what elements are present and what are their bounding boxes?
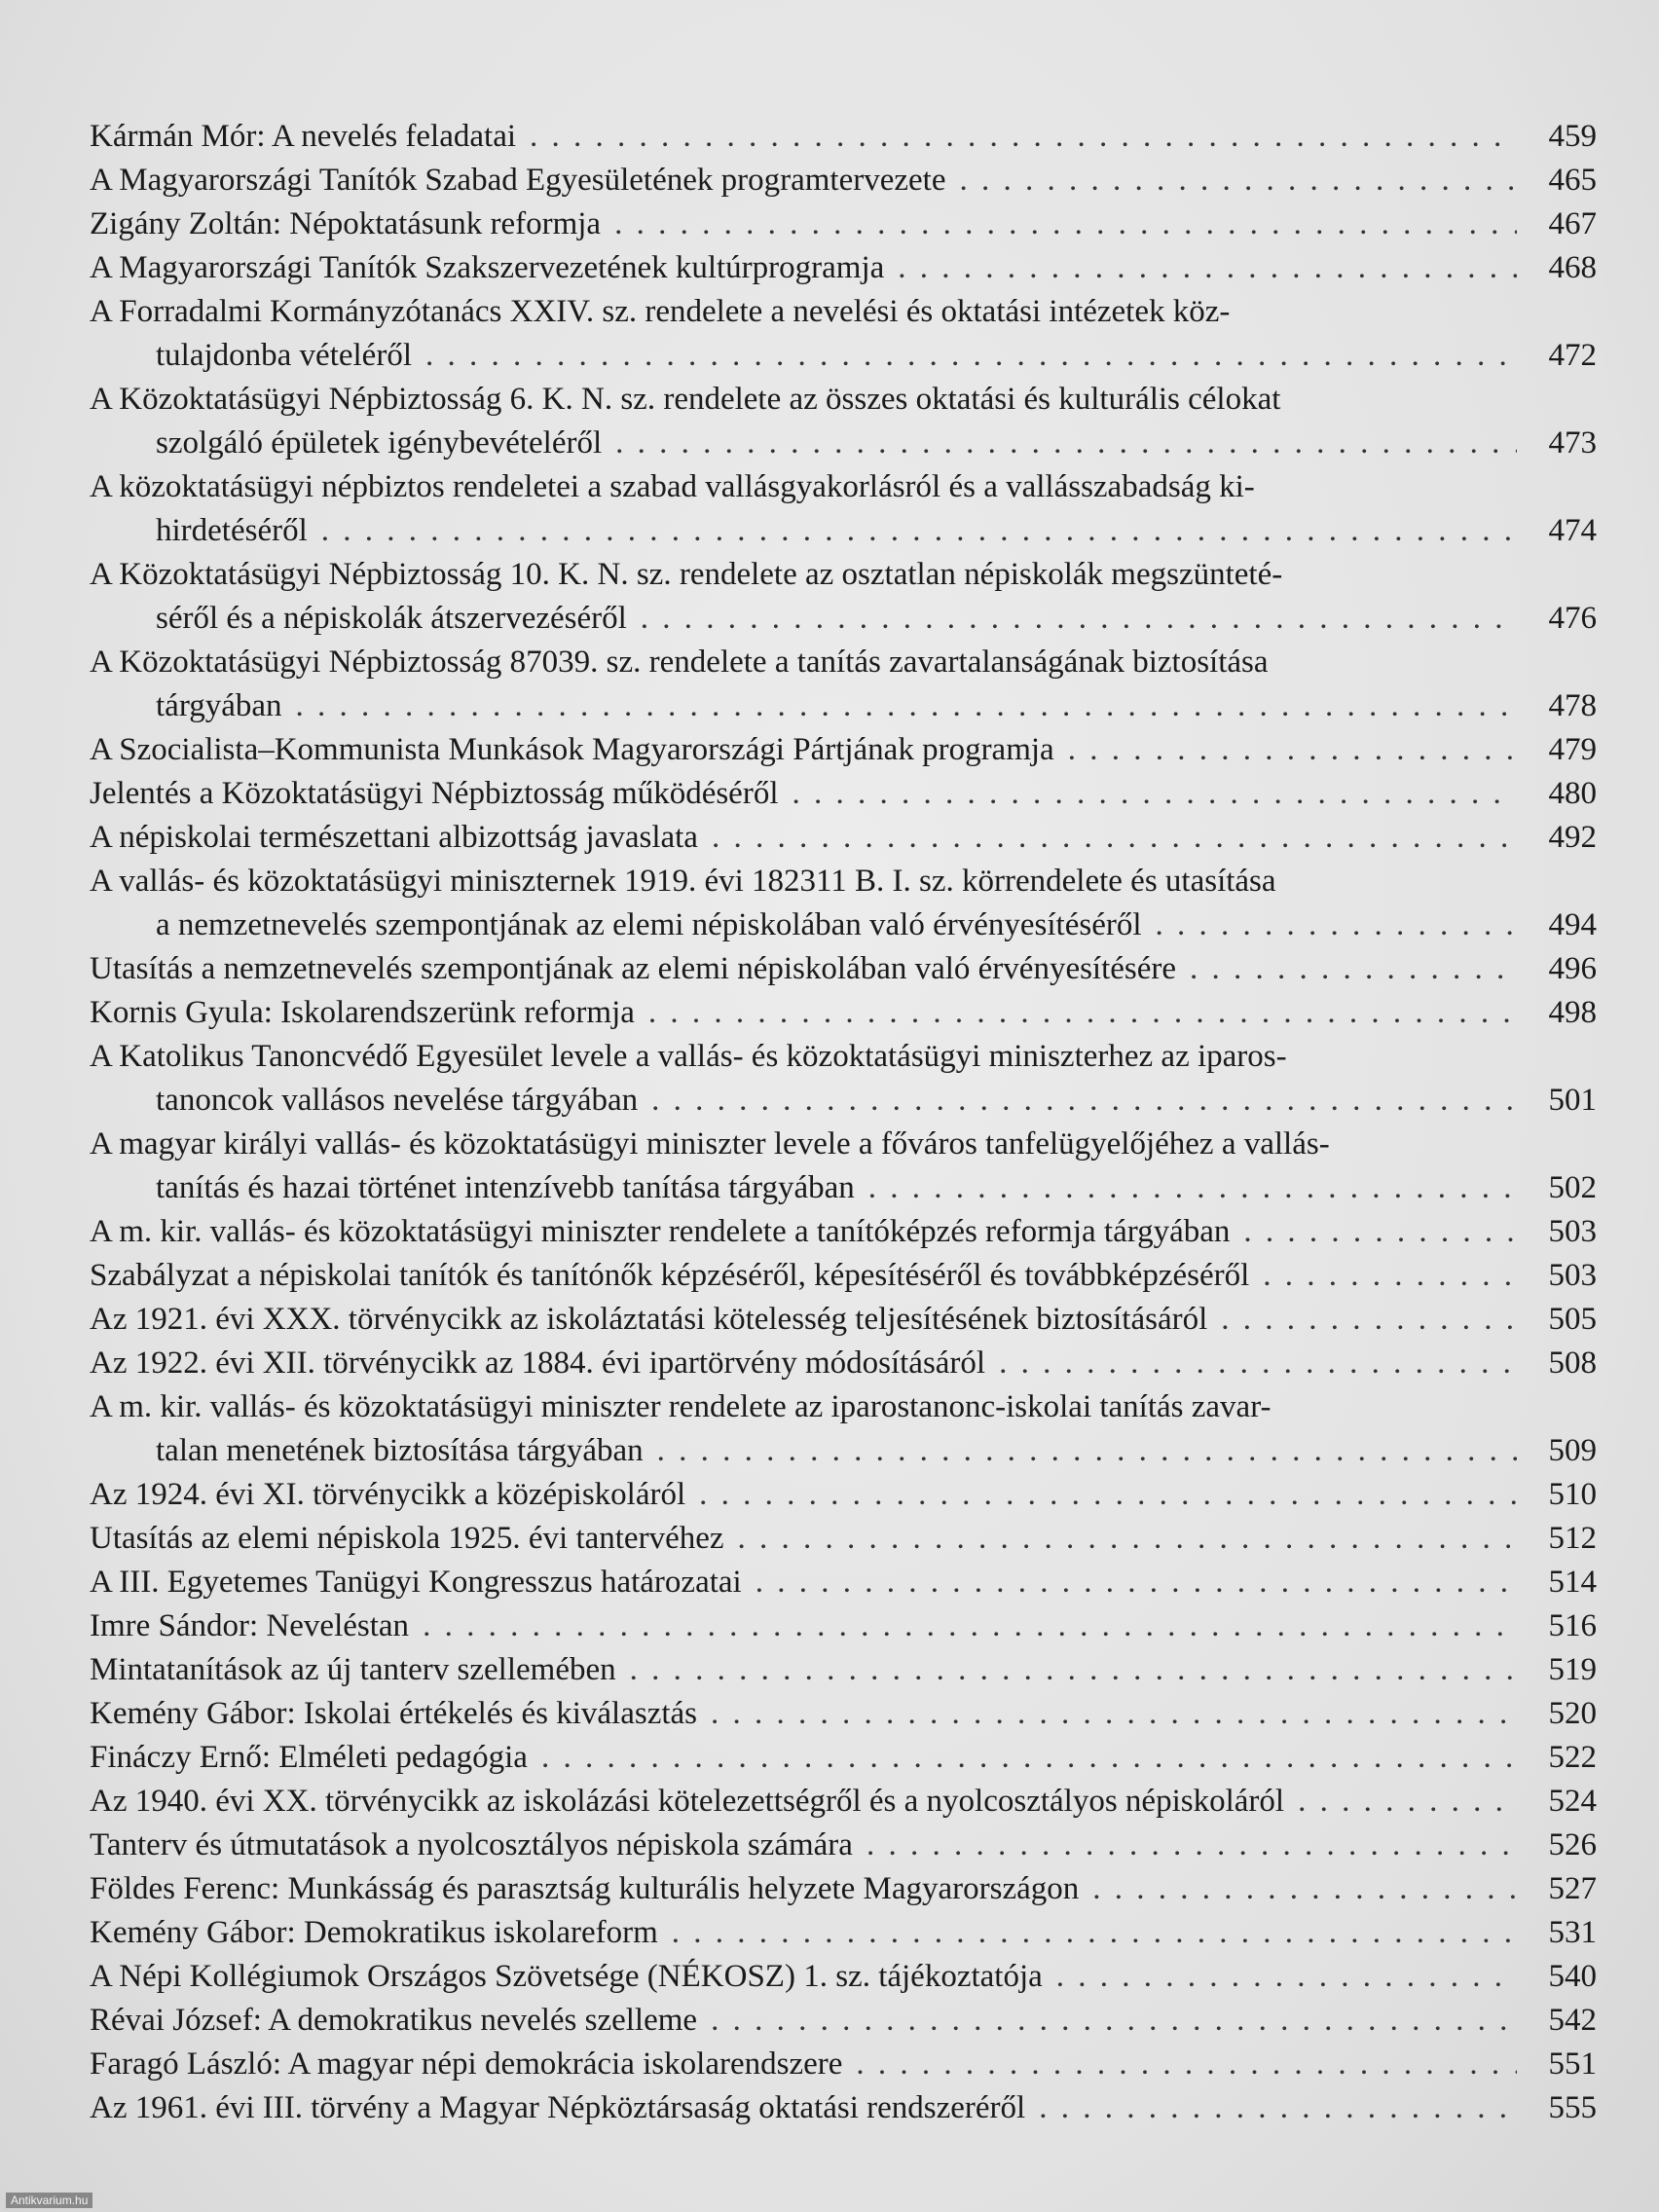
toc-entry-line (90, 860, 1597, 903)
toc-entry-line (90, 641, 1597, 684)
leader-dots (738, 1517, 1517, 1561)
toc-entry (90, 1254, 1597, 1298)
toc-entry (90, 991, 1597, 1035)
toc-entry (90, 203, 1597, 246)
toc-entry-title: A Magyarországi Tanítók Szakszervezetének kultúrprogramja (90, 250, 885, 285)
toc-page-number: 480 (1548, 776, 1597, 811)
toc-entry-line (90, 903, 1597, 947)
toc-entry-line (90, 1867, 1597, 1911)
leader-dots (425, 334, 1517, 378)
toc-entry-line (90, 422, 1597, 465)
toc-entry (90, 641, 1597, 728)
toc-page-number: 512 (1548, 1521, 1597, 1556)
toc-page-number: 472 (1548, 338, 1597, 373)
toc-entry-line (90, 115, 1597, 159)
toc-entry (90, 860, 1597, 947)
toc-entry (90, 1692, 1597, 1736)
toc-page-number: 509 (1548, 1433, 1597, 1468)
leader-dots (615, 422, 1517, 465)
toc-entry-title: Kornis Gyula: Iskolarendszerünk reformja (90, 995, 635, 1030)
toc-entry-line (90, 378, 1597, 422)
leader-dots (1298, 1780, 1517, 1824)
toc-entry-title: A Katolikus Tanoncvédő Egyesület levele a vallás- és közoktatásügyi miniszterhez az iparos- (90, 1039, 1287, 1074)
leader-dots (541, 1736, 1517, 1780)
toc-page-number: 474 (1548, 513, 1597, 548)
toc-entry-title: A Közoktatásügyi Népbiztosság 10. K. N. sz. rendelete az osztatlan népiskolák megszünteté- (90, 557, 1283, 592)
toc-entry-title: tárgyában (156, 688, 282, 723)
leader-dots (1056, 1955, 1517, 1999)
toc-entry (90, 772, 1597, 816)
toc-page-number: 527 (1548, 1871, 1597, 1906)
toc-entry-line (90, 465, 1597, 509)
toc-entry-line (90, 1736, 1597, 1780)
toc-entry (90, 1736, 1597, 1780)
toc-page-number: 467 (1548, 206, 1597, 241)
leader-dots (1156, 903, 1518, 947)
toc-entry (90, 2043, 1597, 2086)
toc-entry-title: A Közoktatásügyi Népbiztosság 87039. sz. rendelete a tanítás zavartalanságának biztosítása (90, 645, 1269, 680)
leader-dots (868, 1166, 1517, 1210)
toc-page-number: 501 (1548, 1083, 1597, 1118)
toc-entry (90, 378, 1597, 465)
leader-dots (1221, 1298, 1517, 1342)
leader-dots (999, 1342, 1517, 1385)
toc-entry-title: a nemzetnevelés szempontjának az elemi népiskolában való érvényesítéséről (156, 907, 1142, 942)
toc-entry-line (90, 1780, 1597, 1824)
toc-entry-title: talan menetének biztosítása tárgyában (156, 1433, 644, 1468)
leader-dots (296, 684, 1517, 728)
toc-entry-title: A Közoktatásügyi Népbiztosság 6. K. N. sz. rendelete az összes oktatási és kulturális célokat (90, 382, 1281, 417)
toc-page-number: 505 (1548, 1302, 1597, 1337)
toc-page-number: 492 (1548, 820, 1597, 855)
toc-entry (90, 290, 1597, 378)
toc-page-number: 498 (1548, 995, 1597, 1030)
toc-entry (90, 1911, 1597, 1955)
toc-page-number: 473 (1548, 425, 1597, 461)
leader-dots (657, 1429, 1517, 1473)
toc-entry-title: A közoktatásügyi népbiztos rendeletei a szabad vallásgyakorlásról és a vallásszabadság ki- (90, 469, 1255, 504)
toc-entry-line (90, 597, 1597, 641)
toc-entry-title: Imre Sándor: Neveléstan (90, 1608, 410, 1643)
toc-page-number: 459 (1548, 119, 1597, 154)
toc-page-number: 508 (1548, 1346, 1597, 1381)
toc-page-number: 502 (1548, 1170, 1597, 1205)
toc-entry-line (90, 290, 1597, 334)
toc-entry-title: A Szocialista–Kommunista Munkások Magyarországi Pártjának programja (90, 732, 1054, 767)
toc-page-number: 496 (1548, 951, 1597, 986)
toc-entry-line (90, 1561, 1597, 1604)
toc-entry (90, 816, 1597, 860)
toc-entry (90, 1342, 1597, 1385)
toc-entry-line (90, 684, 1597, 728)
toc-page-number: 542 (1548, 2003, 1597, 2038)
toc-entry-line (90, 991, 1597, 1035)
toc-entry-title: tanítás és hazai történet intenzívebb tanítása tárgyában (156, 1170, 855, 1205)
toc-entry-title: A népiskolai természettani albizottság javaslata (90, 820, 698, 855)
toc-page-number: 468 (1548, 250, 1597, 285)
toc-entry-title: Az 1921. évi XXX. törvénycikk az iskoláztatási kötelesség teljesítésének biztosításáról (90, 1302, 1208, 1337)
leader-dots (793, 772, 1518, 816)
toc-entry-line (90, 1210, 1597, 1254)
toc-entry-title: A m. kir. vallás- és közoktatásügyi miniszter rendelete a tanítóképzés reformja tárgyában (90, 1214, 1231, 1249)
toc-entry-title: Fináczy Ernő: Elméleti pedagógia (90, 1740, 528, 1775)
leader-dots (641, 597, 1517, 641)
toc-page-number: 479 (1548, 732, 1597, 767)
toc-entry-title: Kemény Gábor: Iskolai értékelés és kiválasztás (90, 1696, 698, 1731)
toc-entry-title: tulajdonba vételéről (156, 338, 412, 373)
toc-entry-title: Révai József: A demokratikus nevelés szelleme (90, 2003, 698, 2038)
toc-entry-line (90, 1385, 1597, 1429)
toc-entry-line (90, 947, 1597, 991)
toc-entry (90, 553, 1597, 641)
toc-entry-line (90, 1342, 1597, 1385)
leader-dots (648, 991, 1517, 1035)
leader-dots (530, 115, 1517, 159)
toc-page-number: 540 (1548, 1959, 1597, 1994)
toc-page-number: 514 (1548, 1565, 1597, 1600)
toc-entry (90, 1035, 1597, 1123)
toc-entry-line (90, 1166, 1597, 1210)
toc-entry (90, 1210, 1597, 1254)
toc-entry-title: Utasítás a nemzetnevelés szempontjának az elemi népiskolában való érvényesítésére (90, 951, 1177, 986)
toc-page-number: 526 (1548, 1827, 1597, 1862)
toc-entry (90, 1604, 1597, 1648)
toc-entry (90, 947, 1597, 991)
toc-entry-title: Földes Ferenc: Munkásság és parasztság kulturális helyzete Magyarországon (90, 1871, 1080, 1906)
leader-dots (1263, 1254, 1517, 1298)
toc-entry (90, 1385, 1597, 1473)
leader-dots (711, 1692, 1517, 1736)
toc-entry-title: Faragó László: A magyar népi demokrácia iskolarendszere (90, 2046, 843, 2082)
leader-dots (321, 509, 1517, 553)
toc-entry-title: Az 1922. évi XII. törvénycikk az 1884. évi ipartörvény módosításáról (90, 1346, 986, 1381)
toc-entry-title: A Forradalmi Kormányzótanács XXIV. sz. rendelete a nevelési és oktatási intézetek köz- (90, 294, 1231, 329)
toc-entry-title: A Magyarországi Tanítók Szabad Egyesületének programtervezete (90, 163, 946, 198)
toc-entry-line (90, 509, 1597, 553)
toc-entry-line (90, 1517, 1597, 1561)
toc-entry-title: Kemény Gábor: Demokratikus iskolareform (90, 1915, 658, 1950)
leader-dots (960, 159, 1518, 203)
leader-dots (614, 203, 1517, 246)
toc-entry-title: Az 1961. évi III. törvény a Magyar Népköztársaság oktatási rendszeréről (90, 2090, 1026, 2125)
toc-entry (90, 246, 1597, 290)
toc-entry-line (90, 772, 1597, 816)
toc-entry-line (90, 1999, 1597, 2043)
toc-page-number: 476 (1548, 601, 1597, 636)
leader-dots (1039, 2086, 1517, 2130)
leader-dots (672, 1911, 1517, 1955)
leader-dots (711, 1999, 1517, 2043)
toc-entry-line (90, 1254, 1597, 1298)
leader-dots (651, 1079, 1517, 1123)
toc-entry (90, 1123, 1597, 1210)
toc-entry (90, 1517, 1597, 1561)
toc-entry (90, 1867, 1597, 1911)
leader-dots (630, 1648, 1517, 1692)
toc-entry-title: hirdetéséről (156, 513, 308, 548)
toc-page-number: 520 (1548, 1696, 1597, 1731)
toc-page-number: 551 (1548, 2046, 1597, 2082)
toc-entry (90, 1780, 1597, 1824)
toc-entry-title: séről és a népiskolák átszervezéséről (156, 601, 627, 636)
toc-entry (90, 159, 1597, 203)
table-of-contents (90, 115, 1597, 2130)
toc-entry-title: Szabályzat a népiskolai tanítók és tanítónők képzéséről, képesítéséről és továbbképzéséről (90, 1258, 1250, 1293)
toc-entry-title: Utasítás az elemi népiskola 1925. évi tantervéhez (90, 1521, 724, 1556)
toc-page-number: 503 (1548, 1258, 1597, 1293)
toc-entry-title: A III. Egyetemes Tanügyi Kongresszus határozatai (90, 1565, 742, 1600)
toc-page-number: 516 (1548, 1608, 1597, 1643)
toc-entry (90, 1298, 1597, 1342)
toc-entry-title: A vallás- és közoktatásügyi miniszternek 1919. évi 182311 B. I. sz. körrendelete és utasítása (90, 864, 1276, 899)
toc-entry (90, 465, 1597, 553)
toc-entry-line (90, 1123, 1597, 1166)
toc-entry (90, 1561, 1597, 1604)
toc-entry-title: Mintatanítások az új tanterv szellemében (90, 1652, 616, 1687)
toc-entry-line (90, 2043, 1597, 2086)
toc-entry-line (90, 1604, 1597, 1648)
toc-page-number: 531 (1548, 1915, 1597, 1950)
toc-entry (90, 1824, 1597, 1867)
toc-entry (90, 1648, 1597, 1692)
toc-entry-title: Tanterv és útmutatások a nyolcosztályos népiskola számára (90, 1827, 853, 1862)
toc-entry-title: A magyar királyi vallás- és közoktatásügyi miniszter levele a főváros tanfelügyelőjéhez a vallás- (90, 1126, 1330, 1161)
toc-entry-line (90, 1035, 1597, 1079)
toc-entry-line (90, 1079, 1597, 1123)
toc-entry (90, 728, 1597, 772)
toc-page-number: 465 (1548, 163, 1597, 198)
toc-entry-line (90, 203, 1597, 246)
toc-page-number: 524 (1548, 1784, 1597, 1819)
toc-page-number: 519 (1548, 1652, 1597, 1687)
toc-entry-line (90, 1473, 1597, 1517)
toc-entry-title: Az 1940. évi XX. törvénycikk az iskolázási kötelezettségről és a nyolcosztályos népiskoláról (90, 1784, 1285, 1819)
toc-entry-title: Zigány Zoltán: Népoktatásunk reformja (90, 206, 602, 241)
toc-entry-title: Az 1924. évi XI. törvénycikk a középiskoláról (90, 1477, 686, 1512)
toc-page-number: 478 (1548, 688, 1597, 723)
leader-dots (1092, 1867, 1517, 1911)
leader-dots (866, 1824, 1517, 1867)
leader-dots (1190, 947, 1517, 991)
toc-entry-line (90, 1298, 1597, 1342)
toc-entry (90, 1999, 1597, 2043)
leader-dots (1068, 728, 1517, 772)
toc-entry-title: szolgáló épületek igénybevételéről (156, 425, 603, 461)
toc-entry-line (90, 728, 1597, 772)
toc-entry-line (90, 246, 1597, 290)
toc-entry-line (90, 2086, 1597, 2130)
toc-page-number: 510 (1548, 1477, 1597, 1512)
toc-entry-line (90, 1648, 1597, 1692)
toc-entry-title: Kármán Mór: A nevelés feladatai (90, 119, 517, 154)
toc-entry-line (90, 1911, 1597, 1955)
toc-entry (90, 1473, 1597, 1517)
watermark: Antikvarium.hu (6, 2193, 92, 2208)
toc-entry-title: tanoncok vallásos nevelése tárgyában (156, 1083, 639, 1118)
leader-dots (423, 1604, 1517, 1648)
toc-entry-title: Jelentés a Közoktatásügyi Népbiztosság működéséről (90, 776, 779, 811)
toc-page-number: 522 (1548, 1740, 1597, 1775)
toc-entry-title: A m. kir. vallás- és közoktatásügyi miniszter rendelete az iparostanonc-iskolai tanítás zavar- (90, 1389, 1272, 1424)
toc-entry-line (90, 1955, 1597, 1999)
toc-entry-title: A Népi Kollégiumok Országos Szövetsége (NÉKOSZ) 1. sz. tájékoztatója (90, 1959, 1043, 1994)
leader-dots (712, 816, 1517, 860)
leader-dots (856, 2043, 1517, 2086)
leader-dots (756, 1561, 1517, 1604)
leader-dots (1243, 1210, 1517, 1254)
toc-entry-line (90, 159, 1597, 203)
toc-entry-line (90, 334, 1597, 378)
leader-dots (898, 246, 1517, 290)
toc-page-number: 555 (1548, 2090, 1597, 2125)
toc-entry (90, 1955, 1597, 1999)
toc-entry-line (90, 1692, 1597, 1736)
toc-entry (90, 2086, 1597, 2130)
toc-entry-line (90, 1824, 1597, 1867)
toc-entry-line (90, 816, 1597, 860)
toc-entry-line (90, 1429, 1597, 1473)
toc-entry (90, 115, 1597, 159)
leader-dots (699, 1473, 1517, 1517)
toc-entry-line (90, 553, 1597, 597)
toc-page-number: 503 (1548, 1214, 1597, 1249)
toc-page-number: 494 (1548, 907, 1597, 942)
